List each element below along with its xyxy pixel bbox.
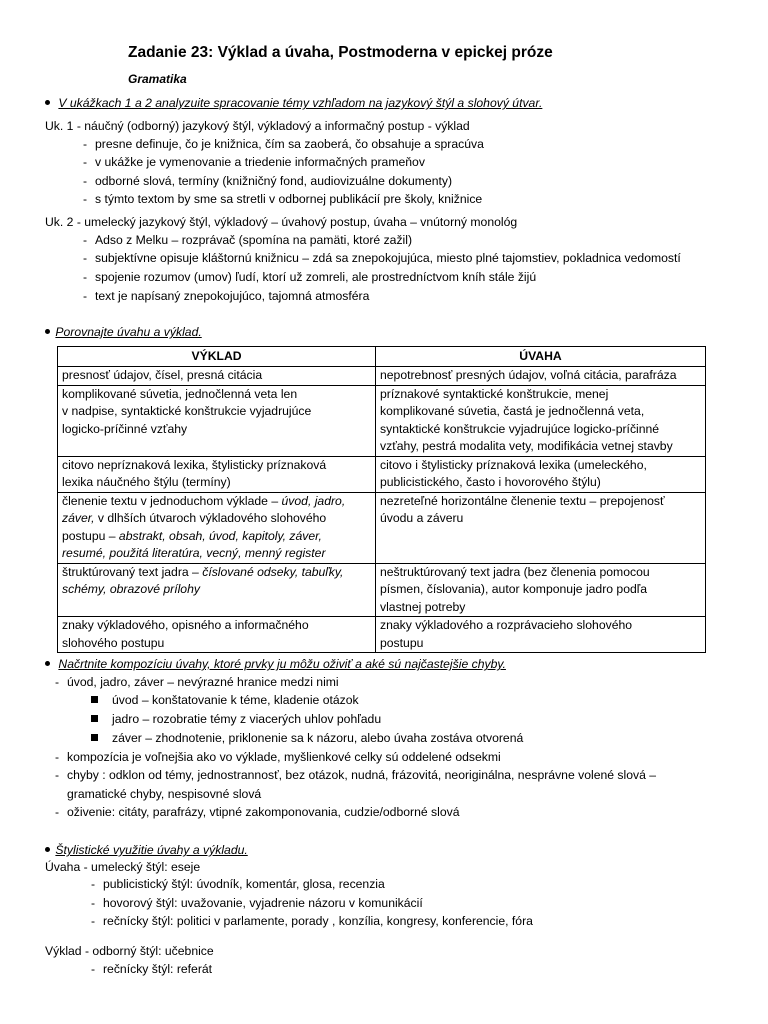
comp-sub-item (91, 731, 523, 745)
comparison-table (57, 346, 706, 653)
cell-line: syntaktické konštrukcie vyjadrujúce logicko-príčinné (380, 421, 660, 436)
cell-line: nezreteľné horizontálne členenie textu – prepojenosť (380, 493, 665, 508)
task-2-text: Porovnajte úvahu a výklad. (55, 325, 202, 339)
comp-sub-text: jadro – rozobratie témy z viacerých uhlov pohľadu (112, 712, 382, 726)
comp-line: - kompozícia je voľnejšia ako vo výklade, myšlienkové celky sú oddelené odsekmi (55, 750, 501, 764)
cell-line: citovo nepríznaková lexika, štylisticky príznaková (62, 457, 327, 472)
cell-line: lexika náučného štýlu (termíny) (62, 475, 231, 489)
page-title: Zadanie 23: Výklad a úvaha, Postmoderna v epickej próze (128, 44, 553, 61)
square-bullet-icon (91, 696, 98, 703)
table-row (58, 385, 706, 456)
cell-line: komplikované súvetia, častá je jednočlenná veta, (380, 404, 645, 418)
table-cell (376, 617, 706, 653)
uvaha-item: - hovorový štýl: uvažovanie, vyjadrenie názoru v komunikácií (91, 896, 423, 910)
bullet-icon (45, 847, 50, 852)
table-header-row (58, 347, 706, 367)
task-2 (45, 325, 202, 339)
cell-line: príznakové syntaktické konštrukcie, menej (380, 386, 609, 401)
table-row (58, 492, 706, 563)
cell-line-italic: úvod, jadro, (281, 493, 346, 508)
vyklad-item: - rečnícky štýl: referát (91, 962, 212, 976)
page-subtitle: Gramatika (128, 72, 187, 86)
cell-line: vlastnej potreby (380, 599, 466, 614)
table-cell (376, 563, 706, 617)
comp-sub-item (91, 693, 359, 707)
table-cell (376, 385, 706, 456)
cell-line: v nadpise, syntaktické konštrukcie vyjadrujúce (62, 404, 312, 418)
comp-line-cont: gramatické chyby, nespisovné slová (67, 787, 262, 801)
comp-line: - oživenie: citáty, parafrázy, vtipné zakomponovania, cudzie/odborné slová (55, 805, 459, 819)
table-cell (376, 456, 706, 492)
bullet-icon (45, 329, 50, 334)
cell-line: postupu – (62, 528, 119, 543)
uk1-item: - v ukážke je vymenovanie a triedenie informačných prameňov (83, 155, 425, 169)
table-cell (376, 367, 706, 386)
uk1-item: - presne definuje, čo je knižnica, čím sa zaoberá, čo obsahuje a spracúva (83, 137, 484, 151)
uk2-item: - text je napísaný znepokojujúco, tajomná atmosféra (83, 289, 369, 303)
table-cell (58, 456, 376, 492)
uk1-item: - s týmto textom by sme sa stretli v odbornej publikácií pre školy, knižnice (83, 192, 482, 206)
cell-line-italic: číslované odseky, tabuľky, (202, 564, 344, 579)
cell-line: publicistického, často i hovorového štýlu) (380, 475, 601, 489)
table-cell (58, 367, 376, 386)
task-1-text: V ukážkach 1 a 2 analyzuite spracovanie témy vzhľadom na jazykový štýl a slohový útvar. (58, 96, 543, 110)
cell-line: presnosť údajov, čísel, presná citácia (62, 368, 263, 382)
uk1-item: - odborné slová, termíny (knižničný fond, audiovizuálne dokumenty) (83, 174, 452, 188)
comp-sub-text: záver – zhodnotenie, priklonenie sa k názoru, alebo úvaha zostáva otvorená (112, 731, 524, 745)
cell-line: postupu (380, 635, 424, 650)
cell-line: nepotrebnosť presných údajov, voľná citácia, parafráza (380, 368, 677, 382)
cell-line-italic: záver, (62, 511, 95, 525)
table-cell (58, 492, 376, 563)
table-row (58, 367, 706, 386)
cell-line-italic: schémy, obrazové prílohy (62, 582, 200, 596)
table-cell (376, 492, 706, 563)
uvaha-item: - rečnícky štýl: politici v parlamente, porady , konzília, kongresy, konferencie, fóra (91, 914, 533, 928)
uvaha-head: Úvaha - umelecký štýl: eseje (45, 860, 201, 874)
comp-sub-text: úvod – konštatovanie k téme, kladenie otázok (112, 693, 359, 707)
cell-line-italic: abstrakt, obsah, úvod, kapitoly, záver, (118, 528, 322, 543)
table-cell (58, 385, 376, 456)
task-4 (45, 843, 248, 857)
bullet-icon (45, 661, 50, 666)
cell-line: vzťahy, pestrá modalita vety, modifikácia vetnej stavby (380, 439, 673, 453)
comp-line: - chyby : odklon od témy, jednostrannosť, bez otázok, nudná, frázovitá, neoriginálna, nesprávne volené slová – (55, 768, 656, 782)
task-1 (45, 96, 542, 110)
uk2-head: Uk. 2 - umelecký jazykový štýl, výkladový – úvahový postup, úvaha – vnútorný monológ (45, 215, 518, 229)
table-cell (58, 617, 376, 653)
square-bullet-icon (91, 715, 98, 722)
uk1-head: Uk. 1 - náučný (odborný) jazykový štýl, výkladový a informačný postup - výklad (45, 119, 470, 133)
comp-line: - úvod, jadro, záver – nevýrazné hranice medzi nimi (55, 675, 339, 689)
cell-line: znaky výkladového a rozprávacieho slohového (380, 618, 633, 632)
cell-line: neštruktúrovaný text jadra (bez členenia pomocou (380, 564, 650, 579)
cell-line: komplikované súvetia, jednočlenná veta len (62, 386, 298, 401)
column-header-uvaha: ÚVAHA (376, 347, 706, 367)
cell-line: logicko-príčinné vzťahy (62, 421, 188, 436)
uk2-item: - spojenie rozumov (umov) ľudí, ktorí už zomreli, ale prostredníctvom kníh stále žijú (83, 270, 536, 284)
cell-line: slohového postupu (62, 635, 165, 650)
cell-line: citovo i štylisticky príznaková lexika (umeleckého, (380, 457, 647, 472)
cell-line: štruktúrovaný text jadra – (62, 564, 203, 579)
cell-line: písmen, číslovania), autor komponuje jadro podľa (380, 582, 648, 596)
table-cell (58, 563, 376, 617)
cell-line: znaky výkladového, opisného a informačného (62, 618, 309, 632)
table-row (58, 617, 706, 653)
column-header-vyklad: VÝKLAD (58, 347, 376, 367)
bullet-icon (45, 100, 50, 105)
uk2-item: - subjektívne opisuje kláštornú knižnicu – zdá sa znepokojujúca, miesto plné tajomstiev, pokladnica vedomostí (83, 251, 681, 265)
cell-line: členenie textu v jednoduchom výklade – (62, 493, 282, 508)
task-3-text: Načrtnite kompozíciu úvahy, ktoré prvky ju môžu oživiť a aké sú najčastejšie chyby. (58, 657, 506, 671)
cell-line: v dlhších útvaroch výkladového slohového (94, 511, 327, 525)
table-row (58, 563, 706, 617)
cell-line: úvodu a záveru (380, 511, 464, 525)
comp-sub-item (91, 712, 381, 726)
vyklad-head: Výklad - odborný štýl: učebnice (45, 944, 214, 958)
task-3 (45, 657, 506, 671)
cell-line-italic: resumé, použitá literatúra, vecný, menný register (62, 546, 326, 560)
uvaha-item: - publicistický štýl: úvodník, komentár, glosa, recenzia (91, 877, 385, 891)
uk2-item: - Adso z Melku – rozprávač (spomína na pamäti, ktoré zažil) (83, 233, 412, 247)
task-4-text: Štylistické využitie úvahy a výkladu. (55, 843, 248, 857)
square-bullet-icon (91, 734, 98, 741)
table-row (58, 456, 706, 492)
